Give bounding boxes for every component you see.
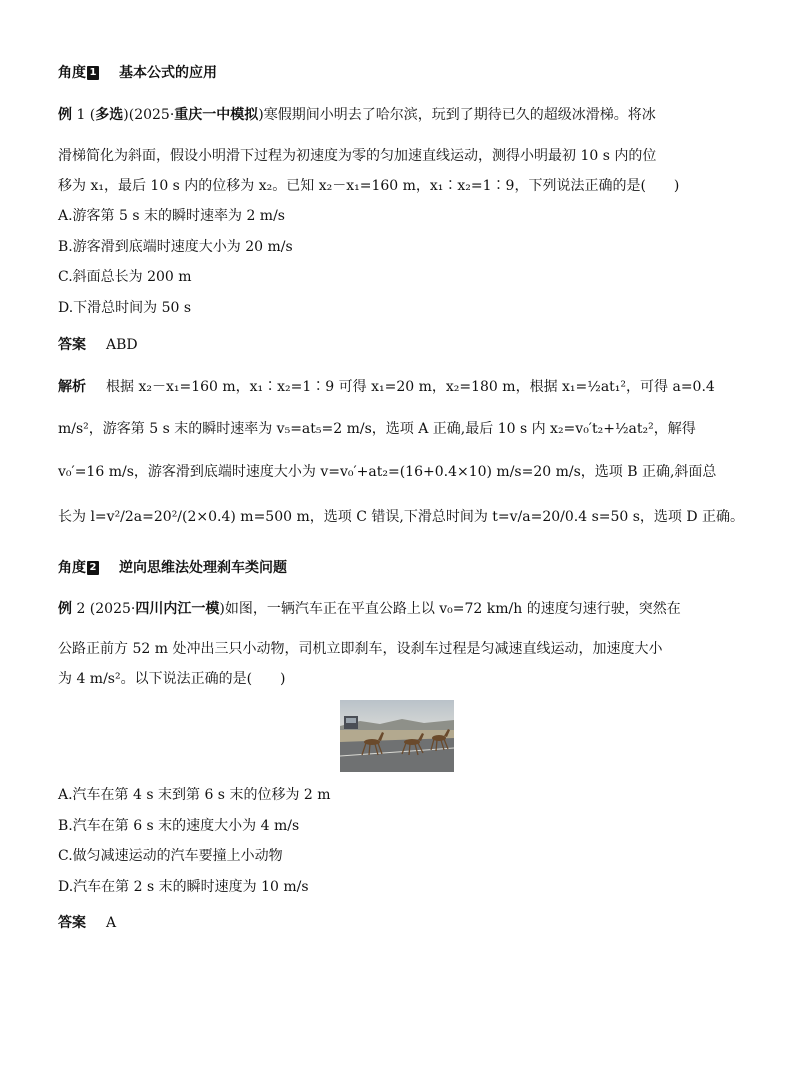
example-2-answer [58,912,744,934]
example-1-option-b: B.游客滑到底端时速度大小为 20 m/s [58,239,293,255]
example-1-analysis-line-3: v₀′=16 m/s，游客滑到底端时速度大小为 v=v₀′+at₂=(16+0.4×10) m/s=20 m/s，选项 B 正确,斜面总 [58,464,717,480]
section-label: 角度 [58,560,86,576]
analysis-label: 解析 [58,379,86,395]
example-1-stem-line-3: 移为 x₁，最后 10 s 内的位移为 x₂。已知 x₂－x₁=160 m，x₁∶x₂=1∶9，下列说法正确的是( ) [58,178,680,194]
road-animals-photo [340,700,454,772]
example-1-answer [58,334,744,356]
example-1-option-c: C.斜面总长为 200 m [58,269,192,285]
example-1-option-d: D.下滑总时间为 50 s [58,300,192,316]
example-1-option-a: A.游客第 5 s 末的瞬时速率为 2 m/s [58,208,285,224]
example-2-option-d: D.汽车在第 2 s 末的瞬时速度为 10 m/s [58,879,309,895]
example-1-analysis-line-4: 长为 l=v²/2a=20²/(2×0.4) m=500 m，选项 C 错误,下滑总时间为 t=v/a=20/0.4 s=50 s，选项 D 正确。 [58,509,745,525]
example-1-analysis-line-1: 解析 根据 x₂－x₁=160 m，x₁∶x₂=1∶9 可得 x₁=20 m，x₂=180 m，根据 x₁=½at₁²，可得 a=0.4 [58,379,715,395]
example-1-stem-line-1: 例 1 (多选)(2025·重庆一中模拟)寒假期间小明去了哈尔滨，玩到了期待已久的超级冰滑梯。将冰 [58,107,656,123]
example-2-option-c: C.做匀减速运动的汽车要撞上小动物 [58,848,283,864]
answer-value: A [106,915,117,931]
example-1-stem-line-2: 滑梯简化为斜面，假设小明滑下过程为初速度为零的匀加速直线运动，测得小明最初 10 s 内的位 [58,148,657,164]
example-2-stem-line-2: 公路正前方 52 m 处冲出三只小动物，司机立即刹车，设刹车过程是匀减速直线运动，加速度大小 [58,641,663,657]
section-heading-2 [58,557,744,579]
example-2-stem-line-1: 例 2 (2025·四川内江一模)如图，一辆汽车正在平直公路上以 v₀=72 km/h 的速度匀速行驶，突然在 [58,601,681,617]
example-1-analysis-line-2: m/s²，游客第 5 s 末的瞬时速率为 v₅=at₅=2 m/s，选项 A 正确,最后 10 s 内 x₂=v₀′t₂+½at₂²，解得 [58,421,696,437]
section-label: 角度 [58,65,86,81]
section-title: 基本公式的应用 [119,65,217,81]
section-number-badge: 1 [87,66,99,80]
section-heading-1 [58,62,744,84]
answer-label: 答案 [58,915,86,931]
example-2-option-a: A.汽车在第 4 s 末到第 6 s 末的位移为 2 m [58,787,331,803]
answer-value: ABD [106,337,138,353]
section-number-badge: 2 [87,561,99,575]
section-title: 逆向思维法处理刹车类问题 [119,560,287,576]
answer-label: 答案 [58,337,86,353]
example-2-stem-line-3: 为 4 m/s²。以下说法正确的是( ) [58,671,286,687]
example-2-option-b: B.汽车在第 6 s 末的速度大小为 4 m/s [58,818,300,834]
